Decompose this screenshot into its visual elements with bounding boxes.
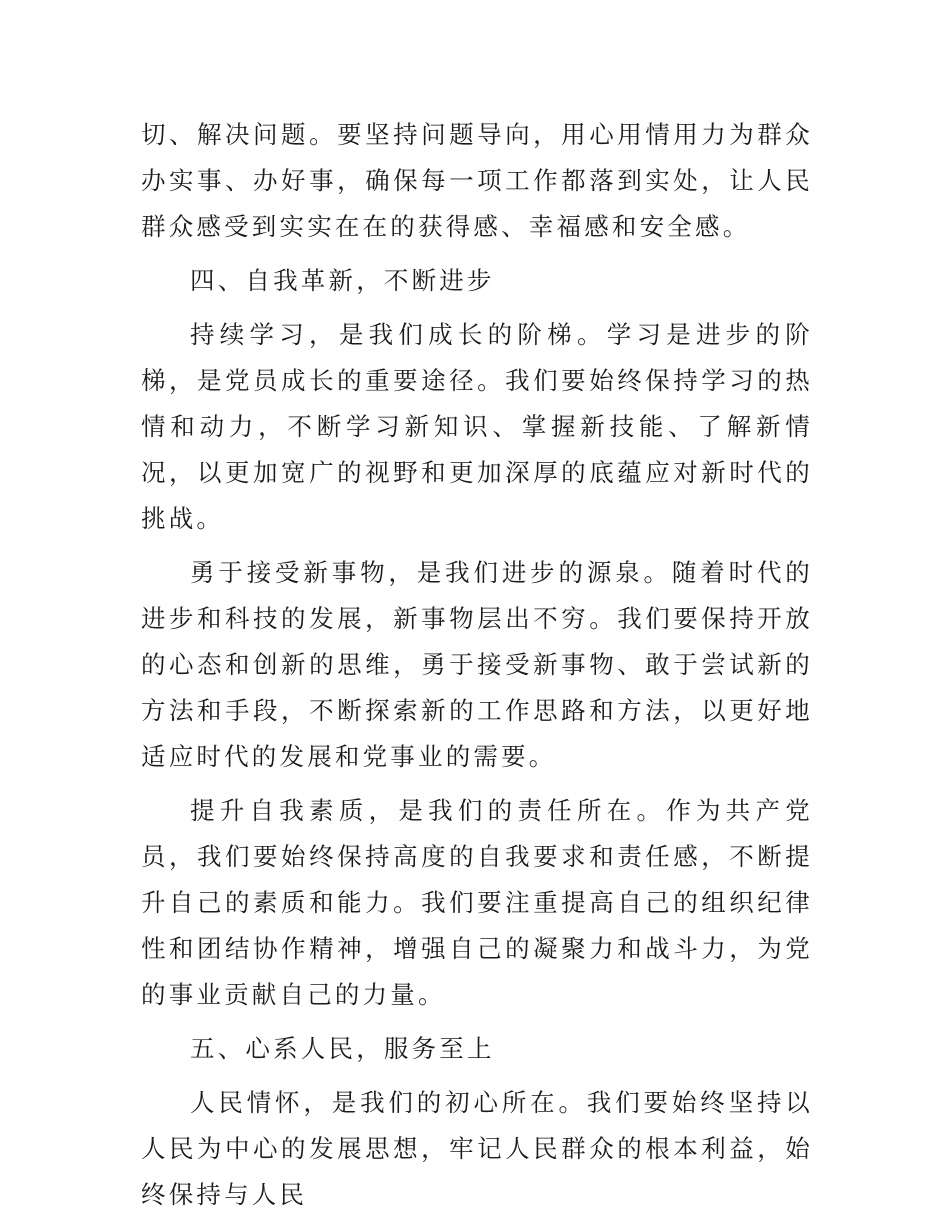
section-heading-5: 五、心系人民，服务至上: [190, 1034, 495, 1063]
paragraph-continuous-learning: 持续学习，是我们成长的阶梯。学习是进步的阶梯，是党员成长的重要途径。我们要始终保持学习的热情和动力，不断学习新知识、掌握新技能、了解新情况，以更加宽广的视野和更加深厚的底蕴应对新时代的挑战。: [141, 320, 813, 533]
paragraph-people-sentiment: 人民情怀，是我们的初心所在。我们要始终坚持以人民为中心的发展思想，牢记人民群众的根本利益，始终保持与人民: [141, 1088, 813, 1209]
section-heading-4: 四、自我革新，不断进步: [190, 266, 495, 295]
document-body: [141, 112, 813, 1226]
paragraph-embrace-new-things: 勇于接受新事物，是我们进步的源泉。随着时代的进步和科技的发展，新事物层出不穷。我们要保持开放的心态和创新的思维，勇于接受新事物、敢于尝试新的方法和手段，不断探索新的工作思路和方法，以更好地适应时代的发展和党事业的需要。: [141, 558, 813, 771]
paragraph-improve-quality: 提升自我素质，是我们的责任所在。作为共产党员，我们要始终保持高度的自我要求和责任感，不断提升自己的素质和能力。我们要注重提高自己的组织纪律性和团结协作精神，增强自己的凝聚力和战斗力，为党的事业贡献自己的力量。: [141, 796, 813, 1009]
paragraph-continuation: 切、解决问题。要坚持问题导向，用心用情用力为群众办实事、办好事，确保每一项工作都落到实处，让人民群众感受到实实在在的获得感、幸福感和安全感。: [141, 120, 813, 241]
